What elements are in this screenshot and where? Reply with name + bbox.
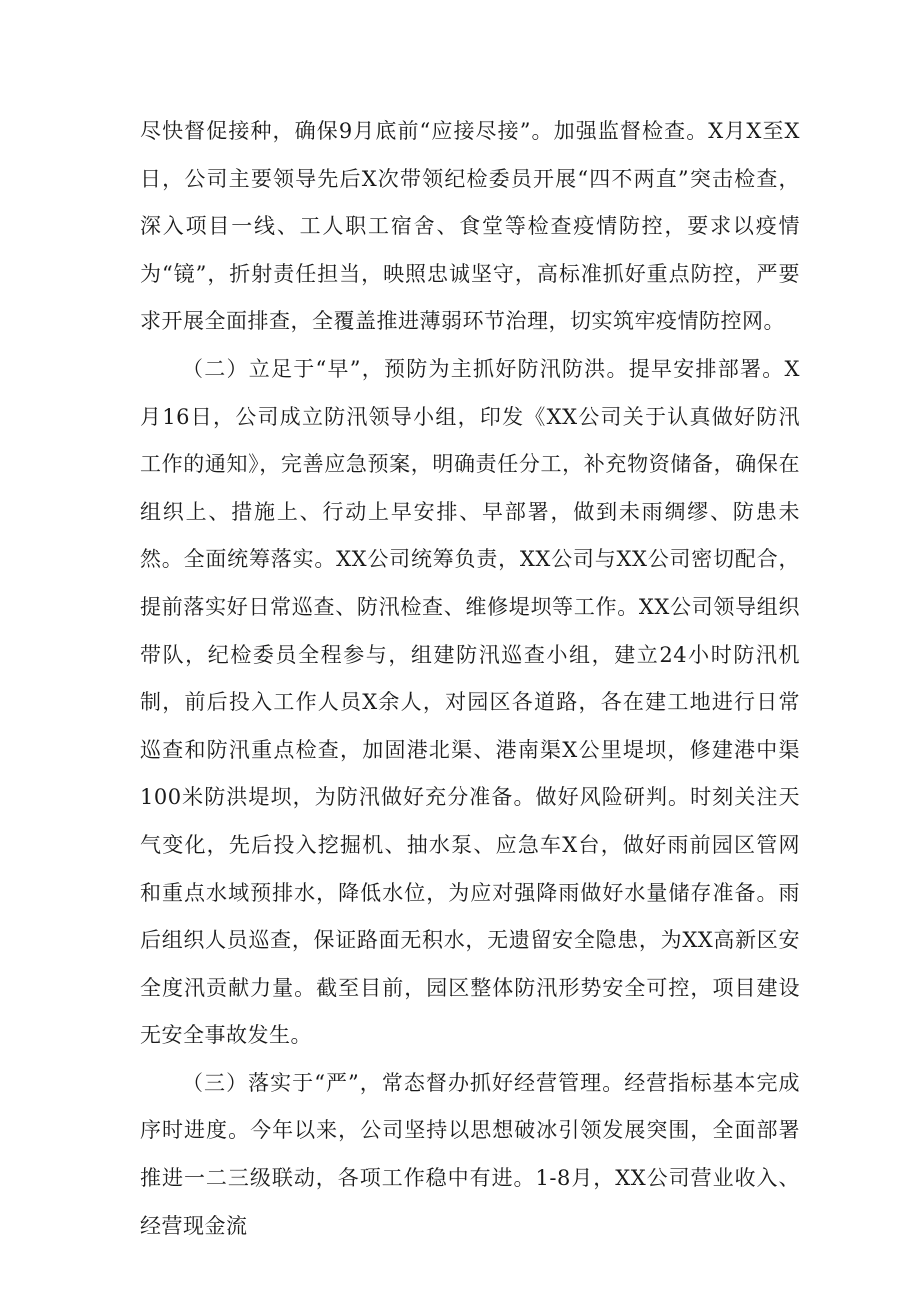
paragraph-section-2-flood-control: （二）立足于“早”，预防为主抓好防汛防洪。提早安排部署。X月16日，公司成立防汛领导小组，印发《XX公司关于认真做好防汛工作的通知》，完善应急预案，明确责任分工，补充物资储备，确保在组织上、措施上、行动上早安排、早部署，做到未雨绸缪、防患未然。全面统筹落实。XX公司统筹负责，XX公司与XX公司密切配合，提前落实好日常巡查、防汛检查、维修堤坝等工作。XX公司领导组织带队，纪检委员全程参与，组建防汛巡查小组，建立24小时防汛机制，前后投入工作人员X余人，对园区各道路，各在建工地进行日常巡查和防汛重点检查，加固港北渠、港南渠X公里堤坝，修建港中渠100米防洪堤坝，为防汛做好充分准备。做好风险研判。时刻关注天气变化，先后投入挖掘机、抽水泵、应急车X台，做好雨前园区管网和重点水域预排水，降低水位，为应对强降雨做好水量储存准备。雨后组织人员巡查，保证路面无积水，无遗留安全隐患，为XX高新区安全度汛贡献力量。截至目前，园区整体防汛形势安全可控，项目建设无安全事故发生。 xyxy=(140,356,800,1048)
paragraph-section-3-operations: （三）落实于“严”，常态督办抓好经营管理。经营指标基本完成序时进度。今年以来，公司坚持以思想破冰引领发展突围，全面部署推进一二三级联动，各项工作稳中有进。1-8月，XX公司营业收入、经营现金流 xyxy=(140,1070,800,1238)
document-body xyxy=(140,108,800,1250)
paragraph-continuation: 尽快督促接种，确保9月底前“应接尽接”。加强监督检查。X月X至X日，公司主要领导先后X次带领纪检委员开展“四不两直”突击检查，深入项目一线、工人职工宿舍、食堂等检查疫情防控，要求以疫情为“镜”，折射责任担当，映照忠诚坚守，高标准抓好重点防控，严要求开展全面排查，全覆盖推进薄弱环节治理，切实筑牢疫情防控网。 xyxy=(140,119,800,334)
